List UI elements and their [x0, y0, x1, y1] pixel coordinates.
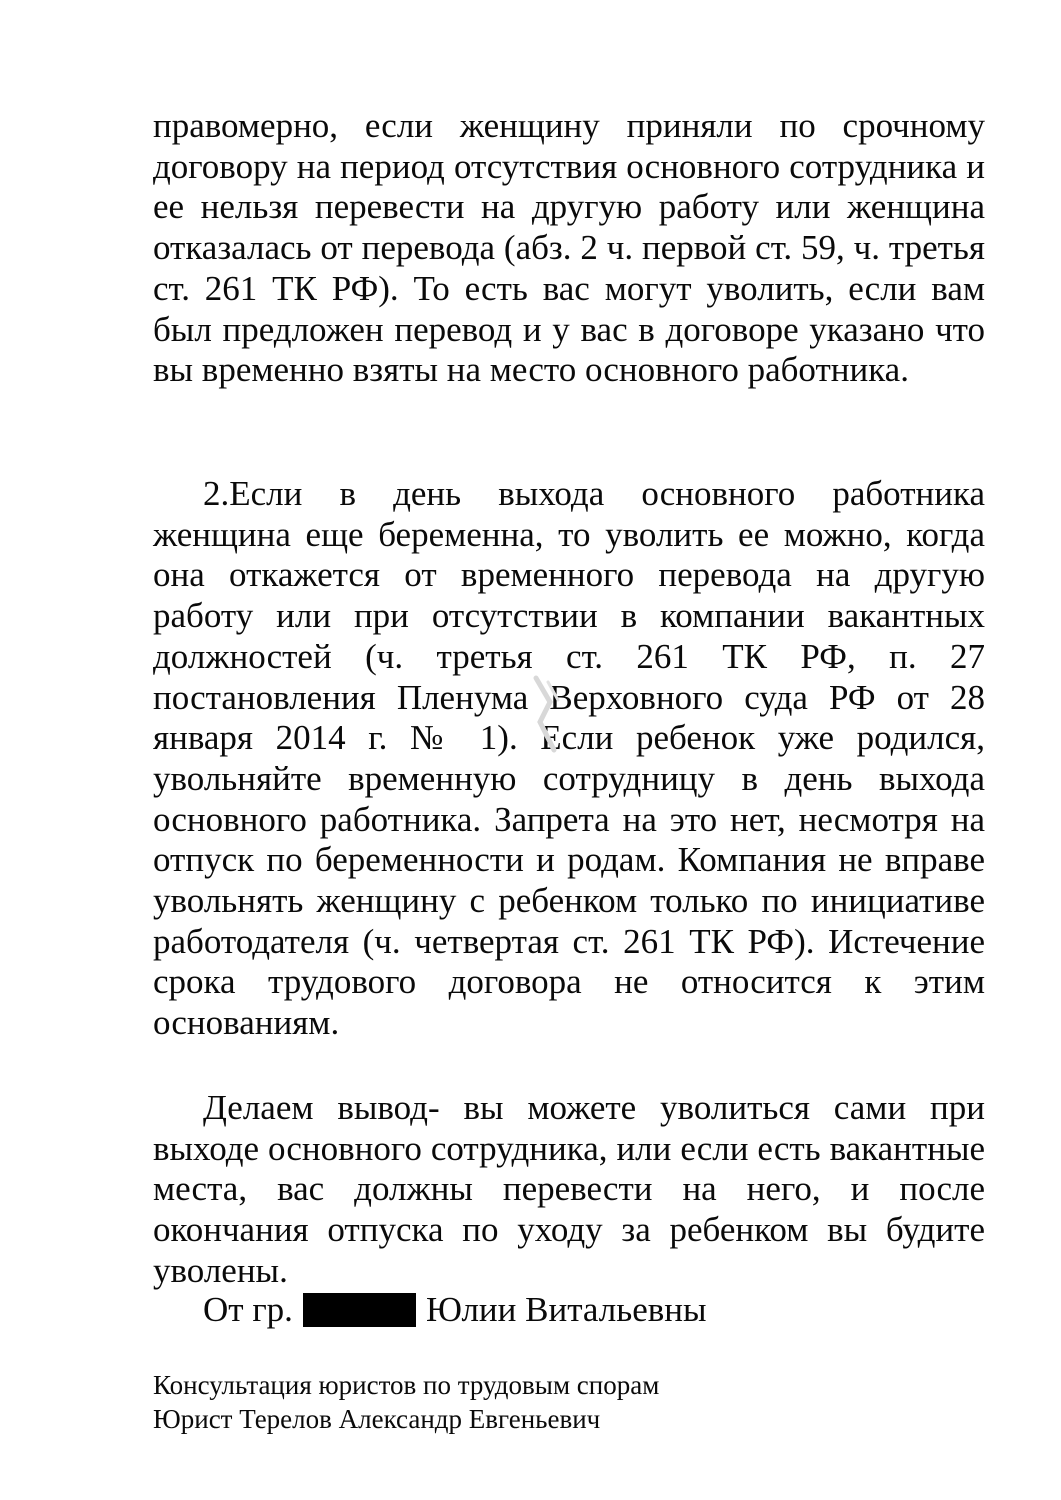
watermark-icon	[528, 672, 568, 762]
paragraph-1: правомерно, если женщину приняли по срочному договору на период отсутствия основного сотрудника и ее нельзя перевести на другую работу или женщина отказалась от перевода (абз. 2 ч. первой ст. 59, ч. третья ст. 261 ТК РФ). То есть вас могут уволить, если вам был предложен перевод и у вас в договоре указано что вы временно взяты на место основного работника.	[153, 106, 985, 390]
footer	[153, 1368, 659, 1436]
paragraph-2: 2.Если в день выхода основного работника женщина еще беременна, то уволить ее можно, когда она откажется от временного перевода на другую работу или при отсутствии в компании вакантных должностей (ч. третья ст. 261 ТК РФ, п. 27 постановления Пленума Верховного суда РФ от 28 января 2014 г. № 1). Если ребенок уже родился, увольняйте временную сотрудницу в день выхода основного работника. Запрета на это нет, несмотря на отпуск по беременности и родам. Компания не вправе увольнять женщину с ребенком только по инициативе работодателя (ч. четвертая ст. 261 ТК РФ). Истечение срока трудового договора не относится к этим основаниям.	[153, 474, 985, 1043]
signature-name: Юлии Витальевны	[425, 1290, 707, 1329]
signature-prefix: От гр.	[203, 1290, 293, 1329]
footer-line-1: Консультация юристов по трудовым спорам	[153, 1370, 660, 1400]
paragraph-3: Делаем вывод- вы можете уволиться сами при выходе основного сотрудника, или если есть вакантные места, вас должны перевести на него, и после окончания отпуска по уходу за ребенком вы будите уволены.	[153, 1088, 985, 1290]
signature-line	[203, 1290, 707, 1330]
redacted-surname	[303, 1293, 416, 1327]
footer-line-2: Юрист Терелов Александр Евгеньевич	[153, 1404, 601, 1434]
